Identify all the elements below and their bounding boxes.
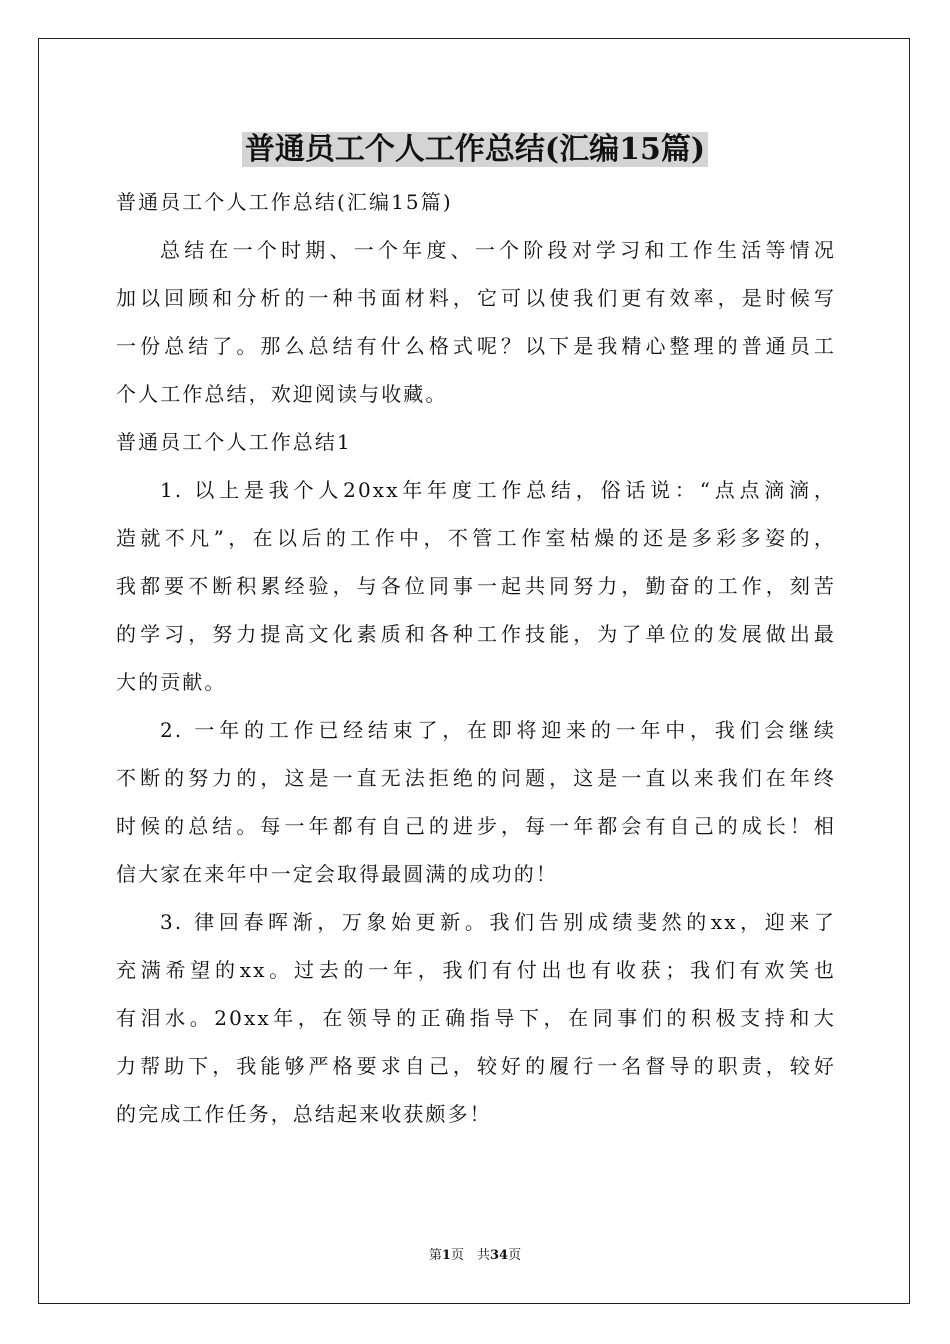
text-line: 我都要不断积累经验，与各位同事一起共同努力，勤奋的工作，刻苦: [116, 574, 836, 598]
text-line: 力帮助下，我能够严格要求自己，较好的履行一名督导的职责，较好: [116, 1054, 836, 1078]
text-line: 普通员工个人工作总结1: [116, 430, 352, 454]
text-line: 的完成工作任务，总结起来收获颇多！: [116, 1102, 492, 1126]
text-line: 充满希望的xx。过去的一年，我们有付出也有收获；我们有欢笑也: [116, 958, 836, 982]
text-line: 时候的总结。每一年都有自己的进步，每一年都会有自己的成长！相: [116, 814, 836, 838]
text-line: 加以回顾和分析的一种书面材料，它可以使我们更有效率，是时候写: [116, 286, 836, 310]
page-footer: [0, 1246, 950, 1266]
footer-current-page: 1: [441, 1248, 451, 1263]
text-line: 不断的努力的，这是一直无法拒绝的问题，这是一直以来我们在年终: [116, 766, 836, 790]
text-line: 1. 以上是我个人20xx年年度工作总结，俗话说：“点点滴滴，: [160, 478, 836, 502]
text-line: 的学习，努力提高文化素质和各种工作技能，为了单位的发展做出最: [116, 622, 836, 646]
document-body: [116, 178, 836, 1138]
text-line: 大的贡献。: [116, 670, 227, 694]
text-line: 一份总结了。那么总结有什么格式呢？以下是我精心整理的普通员工: [116, 334, 836, 358]
footer-middle: 页 共: [450, 1248, 490, 1263]
text-line: 个人工作总结，欢迎阅读与收藏。: [116, 382, 448, 406]
footer-prefix: 第: [428, 1248, 442, 1263]
text-line: 信大家在来年中一定会取得最圆满的成功的！: [116, 862, 558, 886]
text-line: 2. 一年的工作已经结束了，在即将迎来的一年中，我们会继续: [160, 718, 836, 742]
text-line: 普通员工个人工作总结(汇编15篇): [116, 190, 453, 214]
text-line: 总结在一个时期、一个年度、一个阶段对学习和工作生活等情况: [160, 238, 836, 262]
document-title: [0, 124, 950, 176]
text-line: 3. 律回春晖渐，万象始更新。我们告别成绩斐然的xx，迎来了: [160, 910, 836, 934]
document-title-text: 普通员工个人工作总结(汇编15篇): [242, 132, 708, 167]
text-line: 有泪水。20xx年，在领导的正确指导下，在同事们的积极支持和大: [116, 1006, 836, 1030]
footer-total-pages: 34: [489, 1248, 509, 1263]
footer-suffix: 页: [508, 1248, 522, 1263]
text-line: 造就不凡”，在以后的工作中，不管工作室枯燥的还是多彩多姿的，: [116, 526, 836, 550]
